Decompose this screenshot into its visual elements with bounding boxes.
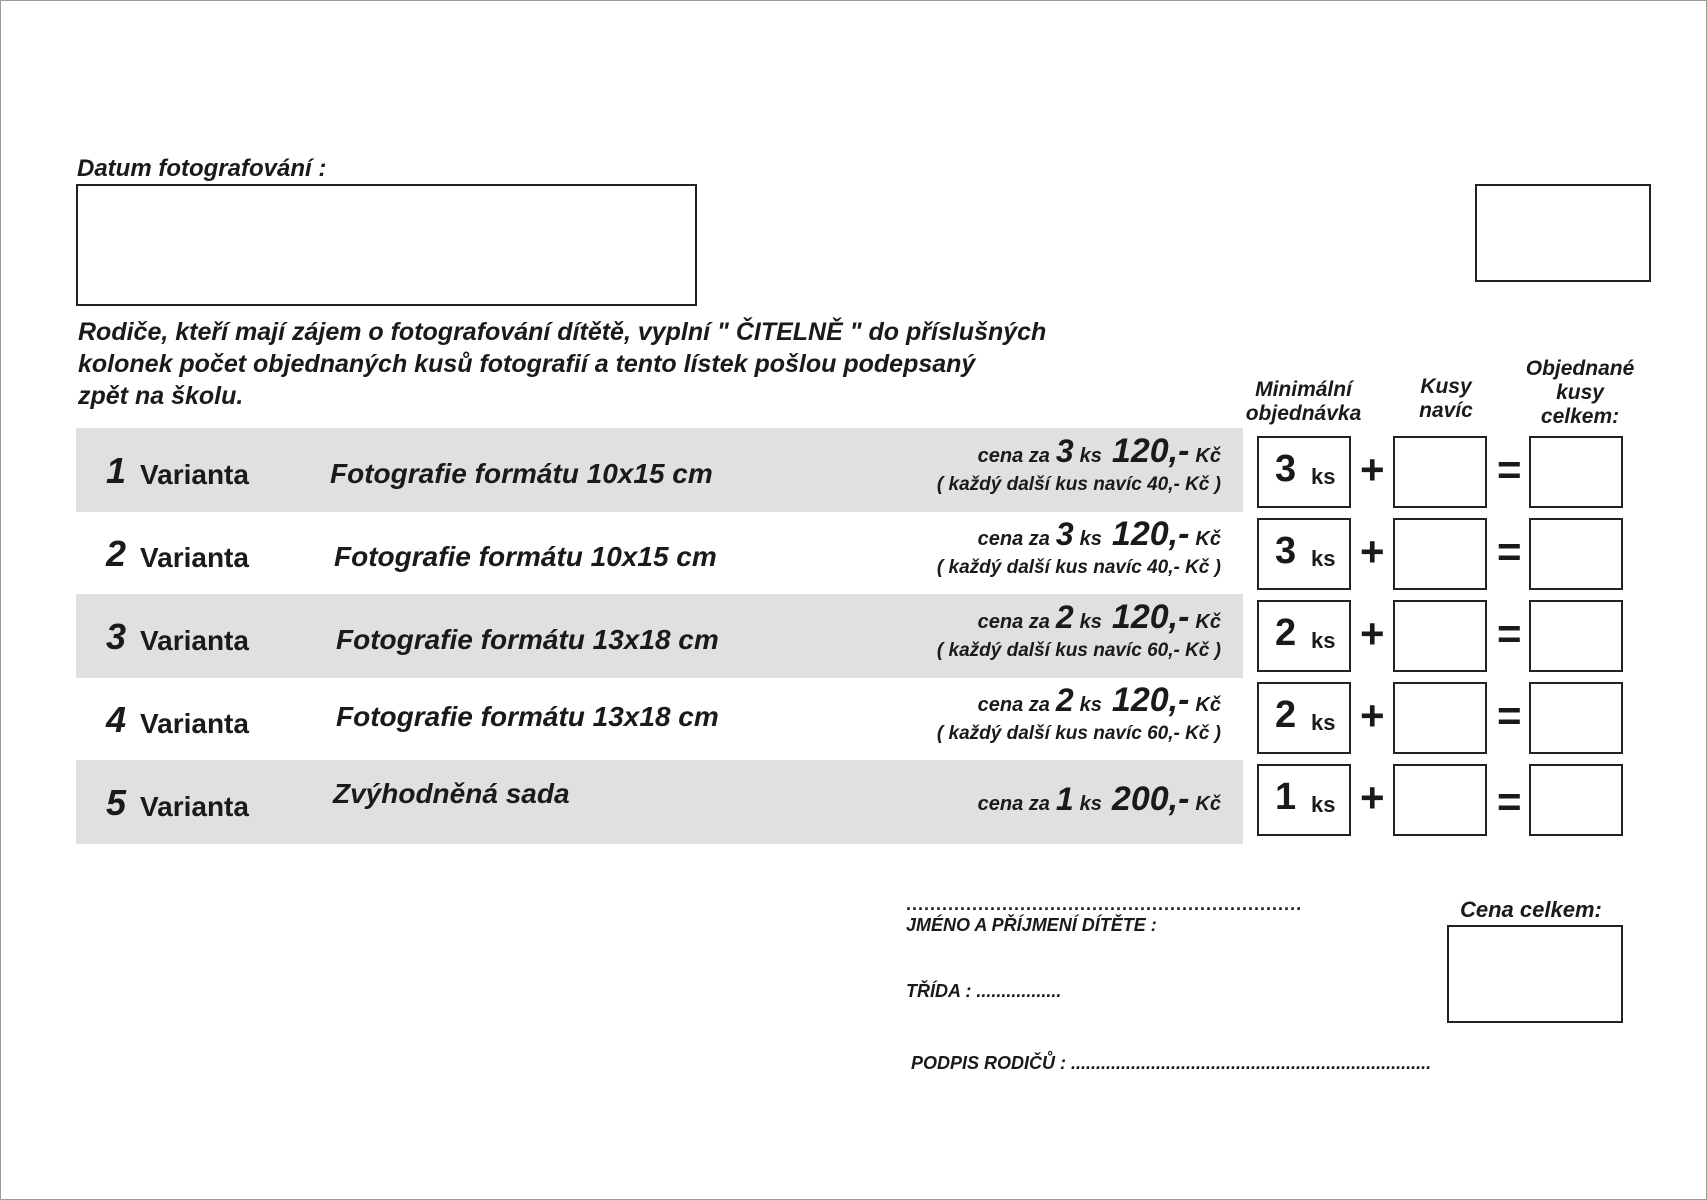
variant-name: Fotografie formátu 10x15 cm: [334, 541, 717, 572]
column-header-extra: [1377, 375, 1515, 423]
price-qty: 2: [1055, 682, 1074, 718]
price-unit: ks: [1079, 611, 1102, 633]
price-qty: 3: [1055, 433, 1074, 469]
price-currency: Kč: [1195, 793, 1221, 815]
intro-line-2: kolonek počet objednaných kusů fotografií a tento lístek pošlou podepsaný: [78, 350, 976, 378]
price-amount: 200,-: [1111, 780, 1190, 818]
child-name-label: JMÉNO A PŘÍJMENÍ DÍTĚTE :: [906, 915, 1157, 935]
extra-pieces-input-1[interactable]: [1393, 436, 1487, 508]
variant-number: 2: [106, 533, 127, 574]
price-qty: 1: [1055, 781, 1074, 817]
plus-sign-4: +: [1360, 692, 1385, 739]
variant-price: [978, 780, 1221, 819]
intro-line-1: Rodiče, kteří mají zájem o fotografování dítětě, vyplní " ČITELNĚ " do příslušných: [78, 318, 1047, 346]
variant-extra-note: ( každý další kus navíc 40,- Kč ): [936, 474, 1221, 495]
min-qty: 3: [1275, 530, 1297, 572]
variant-row-3: [76, 594, 1243, 678]
price-currency: Kč: [1195, 694, 1221, 716]
variant-row-2: [76, 511, 1243, 595]
intro-line-3: zpět na školu.: [78, 382, 244, 410]
plus-sign-1: +: [1360, 446, 1385, 493]
extra-pieces-input-4[interactable]: [1393, 682, 1487, 754]
variant-name: Fotografie formátu 10x15 cm: [330, 458, 713, 489]
equals-sign-3: =: [1497, 610, 1522, 657]
variant-number: 5: [106, 782, 127, 823]
price-unit: ks: [1079, 694, 1102, 716]
corner-box[interactable]: [1475, 184, 1651, 282]
equals-sign-5: =: [1497, 778, 1522, 825]
min-qty: 2: [1275, 694, 1297, 736]
min-order-box-2: [1257, 518, 1351, 590]
class-field[interactable]: TŘÍDA : .................: [906, 981, 1062, 1001]
extra-pieces-input-2[interactable]: [1393, 518, 1487, 590]
variant-name: Fotografie formátu 13x18 cm: [336, 624, 719, 655]
price-prefix: cena za: [977, 528, 1050, 550]
equals-sign-4: =: [1497, 692, 1522, 739]
price-currency: Kč: [1195, 611, 1221, 633]
price-amount: 120,-: [1111, 432, 1190, 470]
variant-price: [978, 681, 1221, 720]
min-qty: 1: [1275, 776, 1297, 818]
price-prefix: cena za: [977, 611, 1050, 633]
column-header-total-line2: kusy: [1556, 381, 1604, 404]
min-order-box-3: [1257, 600, 1351, 672]
variant-extra-note: ( každý další kus navíc 60,- Kč ): [936, 640, 1221, 661]
price-prefix: cena za: [977, 694, 1050, 716]
column-header-min-line1: Minimální: [1255, 378, 1352, 401]
equals-sign-1: =: [1497, 446, 1522, 493]
price-prefix: cena za: [977, 793, 1050, 815]
price-qty: 2: [1055, 599, 1074, 635]
intro-text: [78, 316, 1228, 412]
min-unit: ks: [1311, 710, 1336, 735]
total-pieces-input-3[interactable]: [1529, 600, 1623, 672]
column-header-min-line2: objednávka: [1245, 402, 1362, 425]
variant-row-5: [76, 760, 1243, 844]
price-unit: ks: [1079, 793, 1102, 815]
variant-row-1: [76, 428, 1243, 512]
total-pieces-input-4[interactable]: [1529, 682, 1623, 754]
min-unit: ks: [1311, 464, 1336, 489]
variant-number: 3: [106, 616, 127, 657]
equals-sign-2: =: [1497, 528, 1522, 575]
price-unit: ks: [1079, 528, 1102, 550]
variant-number: 1: [106, 450, 127, 491]
price-amount: 120,-: [1111, 598, 1190, 636]
date-input-box[interactable]: [76, 184, 697, 306]
variant-label: Varianta: [140, 542, 249, 573]
variant-name: Zvýhodněná sada: [333, 778, 570, 809]
min-qty: 2: [1275, 612, 1297, 654]
total-pieces-input-2[interactable]: [1529, 518, 1623, 590]
variant-number: 4: [106, 699, 127, 740]
min-unit: ks: [1311, 546, 1336, 571]
min-order-box-4: [1257, 682, 1351, 754]
variant-extra-note: ( každý další kus navíc 60,- Kč ): [936, 723, 1221, 744]
plus-sign-3: +: [1360, 610, 1385, 657]
column-header-extra-line2: navíc: [1419, 399, 1473, 422]
variant-label: Varianta: [140, 708, 249, 739]
variant-price: [978, 432, 1221, 471]
parent-signature-field[interactable]: PODPIS RODIČŮ : ........................................................................: [911, 1053, 1432, 1073]
price-unit: ks: [1079, 445, 1102, 467]
total-price-label: Cena celkem:: [1460, 897, 1602, 922]
plus-sign-5: +: [1360, 774, 1385, 821]
variant-row-4: [76, 677, 1243, 761]
column-header-min-order: [1231, 378, 1376, 426]
date-label: Datum fotografování :: [77, 155, 327, 182]
variant-name: Fotografie formátu 13x18 cm: [336, 701, 719, 732]
plus-sign-2: +: [1360, 528, 1385, 575]
min-unit: ks: [1311, 628, 1336, 653]
total-pieces-input-5[interactable]: [1529, 764, 1623, 836]
price-prefix: cena za: [977, 445, 1050, 467]
variant-label: Varianta: [140, 625, 249, 656]
column-header-total-line3: celkem:: [1540, 405, 1620, 428]
variant-price: [978, 598, 1221, 637]
variant-extra-note: ( každý další kus navíc 40,- Kč ): [936, 557, 1221, 578]
variant-label: Varianta: [140, 791, 249, 822]
column-header-total: [1510, 357, 1650, 429]
price-amount: 120,-: [1111, 681, 1190, 719]
min-qty: 3: [1275, 448, 1297, 490]
min-unit: ks: [1311, 792, 1336, 817]
column-header-extra-line1: Kusy: [1420, 375, 1472, 398]
price-qty: 3: [1055, 516, 1074, 552]
extra-pieces-input-3[interactable]: [1393, 600, 1487, 672]
min-order-box-5: [1257, 764, 1351, 836]
variant-price: [978, 515, 1221, 554]
price-currency: Kč: [1195, 445, 1221, 467]
price-currency: Kč: [1195, 528, 1221, 550]
total-price-box[interactable]: [1447, 925, 1623, 1023]
extra-pieces-input-5[interactable]: [1393, 764, 1487, 836]
total-pieces-input-1[interactable]: [1529, 436, 1623, 508]
variant-label: Varianta: [140, 459, 249, 490]
child-name-line[interactable]: ..................................................................: [906, 894, 1303, 914]
price-amount: 120,-: [1111, 515, 1190, 553]
min-order-box-1: [1257, 436, 1351, 508]
column-header-total-line1: Objednané: [1525, 357, 1635, 380]
